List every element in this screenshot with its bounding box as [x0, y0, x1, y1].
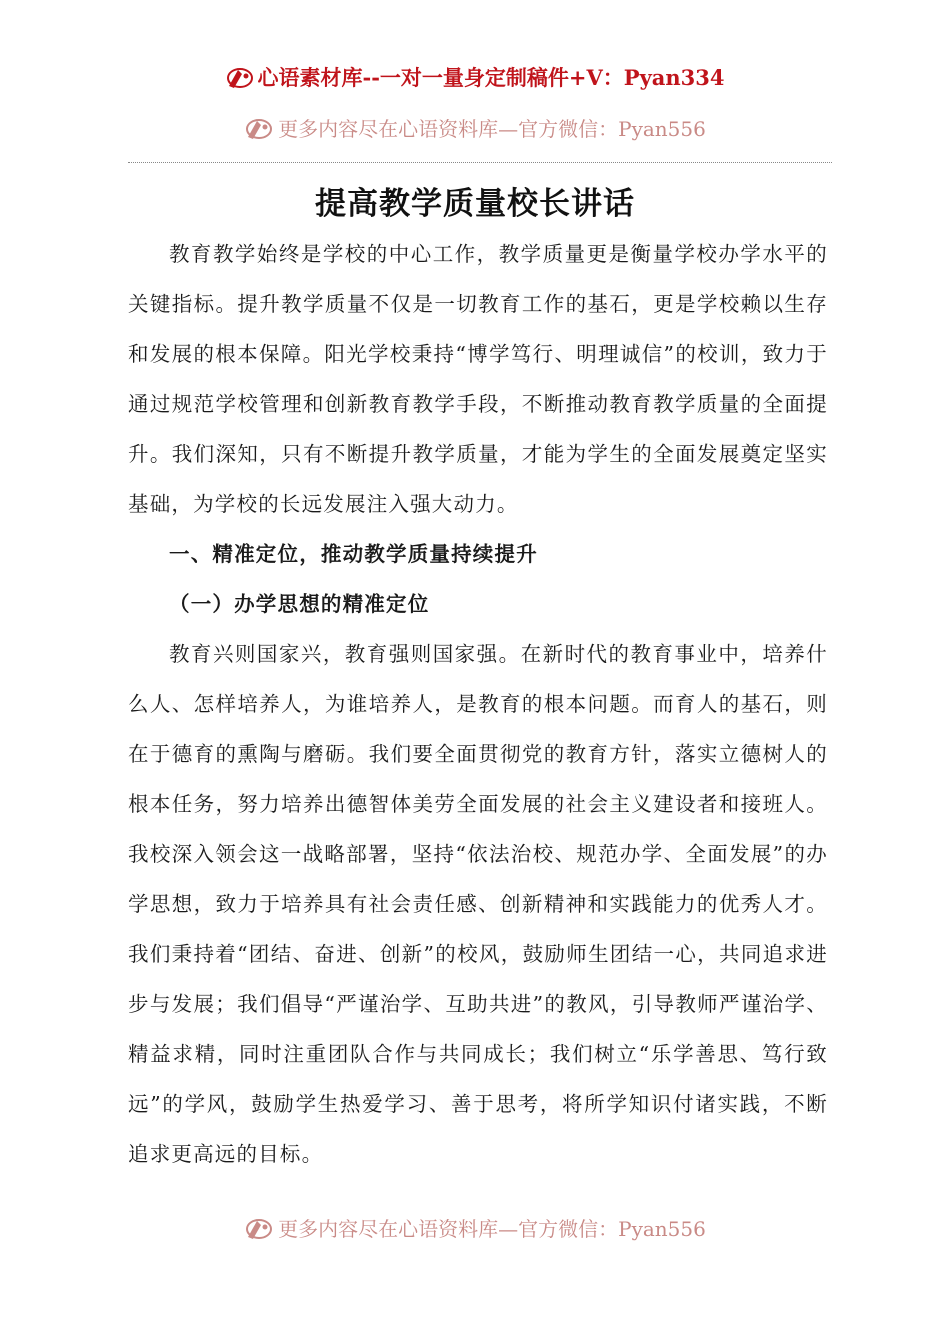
header-watermark — [0, 113, 950, 146]
subsection-heading: （一）办学思想的精准定位 — [169, 592, 430, 616]
paragraph-body: 教育兴则国家兴，教育强则国家强。在新时代的教育事业中，培养什么人、怎样培养人，为谁培养人，是教育的根本问题。而育人的基石，则在于德育的熏陶与磨砺。我们要全面贯彻党的教育方针，落实立德树人的根本任务，努力培养出德智体美劳全面发展的社会主义建设者和接班人。我校深入领会这一战略部署，坚持“依法治校、规范办学、全面发展”的办学思想，致力于培养具有社会责任感、创新精神和实践能力的优秀人才。我们秉持着“团结、奋进、创新”的校风，鼓励师生团结一心，共同追求进步与发展；我们倡导“严谨治学、互助共进”的教风，引导教师严谨治学、精益求精，同时注重团队合作与共同成长；我们树立“乐学善思、笃行致远”的学风，鼓励学生热爱学习、善于思考，将所学知识付诸实践，不断追求更高远的目标。 — [128, 642, 828, 1166]
page-title: 提高教学质量校长讲话 — [315, 186, 635, 222]
header-divider — [128, 162, 832, 163]
logo-icon — [225, 64, 255, 95]
header-watermark-text: 更多内容尽在心语资料库—官方微信：Pyan556 — [278, 117, 706, 141]
header-banner-text: 心语素材库--一对一量身定制稿件+V：Pyan334 — [257, 65, 725, 90]
logo-icon — [244, 115, 274, 146]
footer-watermark — [0, 1213, 950, 1246]
paragraph-intro: 教育教学始终是学校的中心工作，教学质量更是衡量学校办学水平的关键指标。提升教学质量不仅是一切教育工作的基石，更是学校赖以生存和发展的根本保障。阳光学校秉持“博学笃行、明理诚信”的校训，致力于通过规范学校管理和创新教育教学手段，不断推动教育教学质量的全面提升。我们深知，只有不断提升教学质量，才能为学生的全面发展奠定坚实基础，为学校的长远发展注入强大动力。 — [128, 242, 828, 516]
logo-icon — [244, 1215, 274, 1246]
footer-watermark-text: 更多内容尽在心语资料库—官方微信：Pyan556 — [278, 1217, 706, 1241]
header-banner — [0, 62, 950, 95]
section-heading: 一、精准定位，推动教学质量持续提升 — [169, 542, 538, 566]
document-body — [128, 229, 828, 1179]
